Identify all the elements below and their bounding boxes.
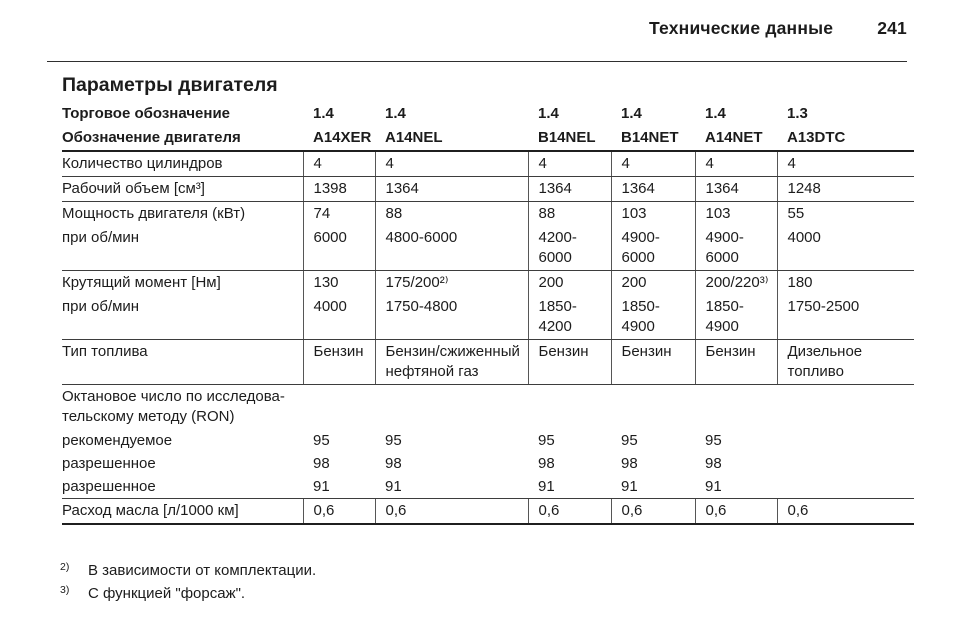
table-cell: 91 [611, 475, 695, 499]
table-cell: 0,6 [611, 499, 695, 525]
table-cell: 91 [303, 475, 375, 499]
table-cell: 1850-4900 [695, 295, 777, 340]
table-cell: 180 [777, 271, 914, 296]
table-row-power-rpm [62, 226, 914, 271]
table-cell: 0,6 [375, 499, 528, 525]
row-label: разрешенное [62, 475, 303, 499]
table-cell: 4000 [777, 226, 914, 271]
table-cell: 1364 [695, 177, 777, 202]
row-label: Тип топлива [62, 340, 303, 385]
table-cell: 200 [611, 271, 695, 296]
table-cell: 0,6 [777, 499, 914, 525]
table-cell: 0,6 [695, 499, 777, 525]
table-cell: 88 [528, 202, 611, 227]
table-cell: 0,6 [528, 499, 611, 525]
row-label: при об/мин [62, 295, 303, 340]
table-cell: 95 [705, 432, 722, 449]
table-cell: 1.4 [313, 105, 334, 122]
table-cell [777, 475, 914, 499]
table-cell: 103 [695, 202, 777, 227]
table-cell: 200/220³⁾ [695, 271, 777, 296]
header-divider [47, 61, 907, 62]
table-cell: 95 [313, 432, 330, 449]
table-cell [777, 452, 914, 475]
page-header [649, 18, 907, 39]
table-cell: 55 [777, 202, 914, 227]
section-title: Параметры двигателя [62, 74, 278, 96]
table-cell: 1850-4900 [611, 295, 695, 340]
footnote-3 [60, 583, 316, 606]
table-cell: 95 [621, 432, 638, 449]
row-label: разрешенное [62, 455, 156, 472]
row-label: при об/мин [62, 226, 303, 271]
table-cell: 98 [313, 455, 330, 472]
table-cell: 98 [385, 455, 402, 472]
row-label: Торговое обозначение [62, 105, 231, 122]
table-cell: 4200-6000 [528, 226, 611, 271]
table-row-fuel-type [62, 340, 914, 385]
row-label: Расход масла [л/1000 км] [62, 499, 303, 525]
table-cell: Бензин [303, 340, 375, 385]
table-cell: 130 [303, 271, 375, 296]
table-row-engine-designation [62, 126, 914, 151]
table-cell: 91 [695, 475, 777, 499]
row-label: Мощность двигателя (кВт) [62, 205, 246, 222]
table-cell: 4 [303, 151, 375, 177]
table-cell: 1850-4200 [528, 295, 611, 340]
octane-label-line1: Октановое число по исследова- [62, 388, 285, 405]
table-cell: 74 [303, 202, 375, 227]
table-cell: 1.3 [787, 105, 808, 122]
table-cell: 4000 [303, 295, 375, 340]
table-cell: A14NET [695, 126, 777, 151]
table-cell: 200 [528, 271, 611, 296]
table-cell: 98 [621, 455, 638, 472]
table-row-cylinders [62, 151, 914, 177]
table-cell: Дизельное топливо [777, 340, 914, 385]
table-cell [777, 429, 914, 452]
table-cell: 4 [777, 151, 914, 177]
table-cell: 1.4 [705, 105, 726, 122]
table-cell: 95 [538, 432, 555, 449]
table-cell: 4900-6000 [611, 226, 695, 271]
table-cell: 1750-2500 [777, 295, 914, 340]
table-cell: A14NEL [375, 126, 528, 151]
table-cell: 6000 [303, 226, 375, 271]
table-cell: 91 [528, 475, 611, 499]
row-label: Крутящий момент [Нм] [62, 274, 221, 291]
table-cell: 4 [611, 151, 695, 177]
engine-parameters-table [62, 102, 914, 525]
footnote-text: С функцией "форсаж". [88, 585, 246, 602]
row-label: рекомендуемое [62, 432, 173, 449]
table-cell: A13DTC [777, 126, 914, 151]
table-cell: 1.4 [538, 105, 559, 122]
table-cell: 98 [705, 455, 722, 472]
page-number: 241 [877, 18, 907, 38]
table-cell: Бензин [611, 340, 695, 385]
table-cell: 103 [611, 202, 695, 227]
table-row-trade-designation [62, 102, 914, 126]
table-row-displacement [62, 177, 914, 202]
table-cell: 4 [528, 151, 611, 177]
table-cell: A14XER [303, 126, 375, 151]
row-label: Количество цилиндров [62, 151, 303, 177]
table-cell: B14NEL [528, 126, 611, 151]
octane-label-line2: тельскому методу (RON) [62, 408, 235, 425]
table-row-torque [62, 271, 914, 296]
page-header-title: Технические данные [649, 18, 834, 38]
table-cell: 1248 [777, 177, 914, 202]
footnotes [60, 560, 316, 606]
table-cell: B14NET [611, 126, 695, 151]
table-row-octane-permitted-91 [62, 475, 914, 499]
table-cell: 88 [375, 202, 528, 227]
footnote-text: В зависимости от комплектации. [88, 562, 317, 579]
table-cell: 1.4 [385, 105, 406, 122]
table-cell: Бензин/сжиженный нефтяной газ [375, 340, 528, 385]
table-row-octane-recommended [62, 429, 914, 452]
row-label: Обозначение двигателя [62, 126, 303, 151]
table-cell: 4 [375, 151, 528, 177]
table-cell: 4900-6000 [695, 226, 777, 271]
table-row-oil-consumption [62, 499, 914, 525]
table-cell: 1750-4800 [375, 295, 528, 340]
footnote-marker: 3) [60, 584, 70, 596]
table-cell: 1364 [375, 177, 528, 202]
table-cell: 4800-6000 [375, 226, 528, 271]
table-row-torque-rpm [62, 295, 914, 340]
table-cell: 1.4 [621, 105, 642, 122]
table-cell: 4 [695, 151, 777, 177]
table-cell: Бензин [528, 340, 611, 385]
row-label: Рабочий объем [см³] [62, 177, 303, 202]
footnote-marker: 2) [60, 561, 70, 573]
table-row-octane-permitted-98 [62, 452, 914, 475]
table-cell: 0,6 [303, 499, 375, 525]
table-cell: 98 [538, 455, 555, 472]
table-cell: Бензин [695, 340, 777, 385]
table-cell: 1364 [528, 177, 611, 202]
table-cell: 1398 [303, 177, 375, 202]
footnote-2 [60, 560, 316, 583]
table-cell: 91 [375, 475, 528, 499]
row-label [62, 385, 914, 430]
table-cell: 1364 [611, 177, 695, 202]
table-cell: 95 [385, 432, 402, 449]
table-row-octane-header [62, 385, 914, 430]
table-row-power [62, 202, 914, 227]
table-cell: 175/200²⁾ [375, 271, 528, 296]
